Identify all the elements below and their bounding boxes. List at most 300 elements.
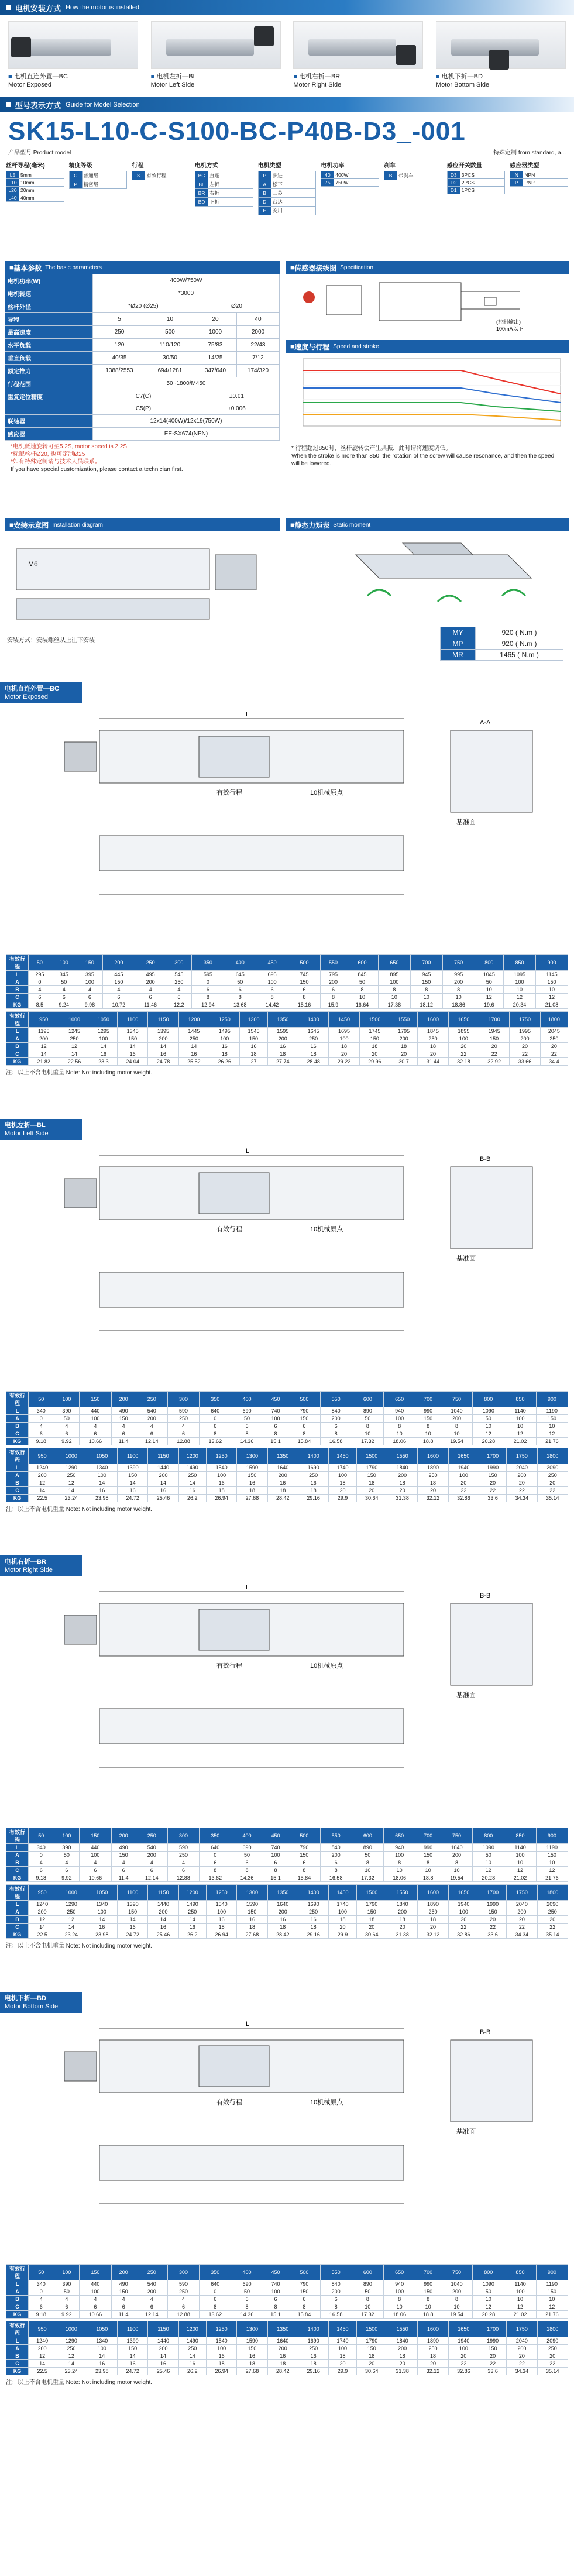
dimension-cell: 50 bbox=[473, 1415, 504, 1423]
dimension-cell: 12 bbox=[473, 2303, 504, 2311]
dimension-cell: 12 bbox=[504, 2303, 536, 2311]
dimension-cell: 14 bbox=[29, 2360, 56, 2368]
dimension-cell: 1540 bbox=[206, 1464, 236, 1472]
dimension-cell: 14.42 bbox=[256, 1001, 288, 1009]
variant-title bbox=[0, 1992, 82, 2013]
dimension-cell: 400 bbox=[231, 2265, 263, 2280]
base-label: 基准面 bbox=[456, 1692, 476, 1699]
params-row bbox=[5, 287, 280, 300]
model-option-value: 40mm bbox=[19, 194, 64, 202]
dimension-cell: 640 bbox=[200, 1407, 231, 1415]
weight-note: 注：以上不含电机重量 Note: Not including motor weight. bbox=[6, 2379, 153, 2386]
dimension-cell: 250 bbox=[136, 1828, 167, 1844]
dimension-cell: 950 bbox=[29, 1448, 56, 1464]
dimension-cell: 18 bbox=[329, 1043, 359, 1050]
dimension-cell: 250 bbox=[418, 1908, 448, 1916]
dimension-cell: 150 bbox=[237, 1908, 267, 1916]
params-value: *3000 bbox=[93, 287, 280, 300]
dimension-cell: 50 bbox=[346, 978, 379, 986]
model-box-title: 感应开关数量 bbox=[446, 163, 482, 169]
dimension-cell: 450 bbox=[263, 2265, 288, 2280]
dimension-cell: 25.46 bbox=[148, 1495, 178, 1502]
dimension-cell: 33.6 bbox=[479, 1931, 507, 1939]
dimension-cell: 16 bbox=[178, 1050, 209, 1058]
model-option-value: 3PCS bbox=[460, 171, 505, 179]
dimension-cell: 10 bbox=[473, 1423, 504, 1430]
dimension-cell: 18 bbox=[298, 1487, 328, 1495]
dimension-cell: 34.34 bbox=[507, 1931, 537, 1939]
dimension-cell: 10 bbox=[441, 1867, 472, 1874]
model-option-value: 带刹车 bbox=[397, 171, 442, 180]
dimension-cell: 8.5 bbox=[29, 1001, 51, 1009]
dimension-cell: 12 bbox=[535, 994, 568, 1001]
dimension-row-head: L bbox=[6, 1464, 29, 1472]
dimension-row bbox=[6, 1448, 568, 1464]
dimension-cell: 1600 bbox=[418, 2321, 448, 2337]
dimension-cell: 750 bbox=[441, 1828, 472, 1844]
dimension-cell: 750 bbox=[442, 955, 475, 971]
dimension-drawing bbox=[6, 707, 568, 953]
dimension-cell: 1345 bbox=[117, 1028, 147, 1035]
dimension-cell: 14 bbox=[178, 1916, 206, 1924]
install-card-bc: ■ 电机直连外置—BC Motor Exposed bbox=[8, 21, 138, 91]
dimension-cell: 250 bbox=[418, 1035, 448, 1043]
dimension-cell: 8 bbox=[441, 1859, 472, 1867]
dimension-cell: 20 bbox=[418, 1924, 448, 1931]
dimension-row bbox=[6, 1043, 568, 1050]
dimension-cell: 13.62 bbox=[200, 1874, 231, 1882]
model-option-value: 三菱 bbox=[271, 189, 316, 198]
dimension-cell: 23.98 bbox=[87, 1931, 117, 1939]
dimension-cell: 100 bbox=[206, 2345, 236, 2352]
dimension-cell: 14 bbox=[178, 1479, 206, 1487]
dimension-row bbox=[6, 1908, 568, 1916]
dimension-cell: 10 bbox=[504, 2296, 536, 2303]
dimension-cell: 8 bbox=[263, 1430, 288, 1438]
dimension-cell: 1250 bbox=[206, 2321, 236, 2337]
dimension-cell: 1545 bbox=[240, 1028, 267, 1035]
dimension-cell: 6 bbox=[111, 2303, 136, 2311]
dimension-cell: 440 bbox=[80, 1407, 111, 1415]
params-row bbox=[5, 313, 280, 326]
dimension-cell: 1800 bbox=[537, 2321, 568, 2337]
dimension-cell: 33.6 bbox=[479, 1495, 507, 1502]
dimension-cell: 19.54 bbox=[441, 2311, 472, 2319]
dimension-cell: 12 bbox=[504, 1430, 536, 1438]
dimension-cell: 150 bbox=[80, 2265, 111, 2280]
dimension-cell: 8 bbox=[352, 1859, 383, 1867]
dimension-row bbox=[6, 1050, 568, 1058]
dimension-cell: 650 bbox=[384, 2265, 415, 2280]
dimension-cell: 600 bbox=[352, 1828, 383, 1844]
dimension-cell: 340 bbox=[29, 1844, 54, 1852]
dimension-cell: 20 bbox=[540, 1043, 568, 1050]
section-label: B-B bbox=[480, 1156, 491, 1163]
dimension-cell: 1650 bbox=[448, 1012, 479, 1028]
dimension-cell: 100 bbox=[384, 2288, 415, 2296]
dimension-cell: 22 bbox=[448, 2360, 479, 2368]
dimension-cell: 150 bbox=[410, 978, 442, 986]
motor-block bbox=[64, 1179, 97, 1208]
model-box-3 bbox=[195, 160, 253, 255]
dimension-cell: 18 bbox=[267, 1050, 298, 1058]
model-option-value: 安川 bbox=[271, 207, 316, 215]
dimension-cell: 0 bbox=[200, 1852, 231, 1859]
dimension-cell: 27.74 bbox=[267, 1058, 298, 1066]
motor-bottom-image bbox=[436, 21, 566, 69]
dimension-cell: 150 bbox=[103, 978, 135, 986]
dimension-cell: 50 bbox=[29, 955, 51, 971]
dimension-cell: 200 bbox=[29, 1908, 56, 1916]
model-option-code: BL bbox=[195, 180, 208, 189]
dimension-cell: 1790 bbox=[356, 1464, 387, 1472]
dimension-cell: 800 bbox=[473, 1392, 504, 1407]
dimension-cell: 1595 bbox=[267, 1028, 298, 1035]
model-option-code: BD bbox=[195, 198, 208, 207]
dimension-row-head: B bbox=[6, 1916, 29, 1924]
dimension-cell: 20 bbox=[507, 1916, 537, 1924]
dimension-cell: 6 bbox=[80, 2303, 111, 2311]
dimension-cell: 10 bbox=[415, 1867, 441, 1874]
params-row bbox=[5, 365, 280, 377]
dimension-cell: 1040 bbox=[441, 1844, 472, 1852]
dimension-cell: 150 bbox=[111, 2288, 136, 2296]
dimension-cell: 25.46 bbox=[148, 1931, 178, 1939]
dimension-cell: 6 bbox=[136, 2303, 167, 2311]
params-row bbox=[5, 415, 280, 428]
dimension-cell: 400 bbox=[231, 1828, 263, 1844]
dimension-cell: 31.38 bbox=[387, 1495, 417, 1502]
dimension-cell: 1400 bbox=[298, 1885, 328, 1901]
dimension-cell: 12.2 bbox=[166, 1001, 192, 1009]
dimension-cell: 150 bbox=[288, 2288, 320, 2296]
dimension-cell: 21.02 bbox=[504, 1874, 536, 1882]
dimension-row-head: C bbox=[6, 994, 29, 1001]
dimension-cell: 14 bbox=[117, 1479, 147, 1487]
dimension-cell: 18.06 bbox=[384, 1874, 415, 1882]
dimension-cell: 400 bbox=[224, 955, 256, 971]
dimension-cell: 22 bbox=[448, 1924, 479, 1931]
dimension-cell: 4 bbox=[29, 1423, 54, 1430]
dimension-cell: 2090 bbox=[537, 1901, 568, 1908]
variant-title-en: Motor Right Side bbox=[5, 1567, 53, 1574]
dimension-cell: 250 bbox=[418, 1472, 448, 1479]
install-header: 电机安装方式 How the motor is installed bbox=[0, 0, 574, 15]
model-option-value: 左折 bbox=[208, 180, 253, 189]
dimension-cell: 1050 bbox=[90, 1012, 117, 1028]
dimension-cell: 1990 bbox=[479, 1464, 507, 1472]
dimension-row-head: C bbox=[6, 1924, 29, 1931]
dimension-cell: 14.36 bbox=[231, 1438, 263, 1445]
dimension-cell: 31.44 bbox=[418, 1058, 448, 1066]
dimension-row-head: A bbox=[6, 1415, 29, 1423]
side-view-body bbox=[99, 1709, 404, 1744]
dimension-table bbox=[6, 1011, 568, 1066]
dimension-cell: 20 bbox=[479, 1043, 510, 1050]
dimension-cell: 395 bbox=[77, 971, 102, 978]
params-value: 500 bbox=[146, 326, 194, 339]
params-value: 12x14(400W)/12x19(750W) bbox=[93, 415, 280, 428]
params-row bbox=[5, 339, 280, 352]
dimension-cell: 0 bbox=[29, 1852, 54, 1859]
variant-title-cn: 电机右折—BR bbox=[5, 1558, 46, 1565]
dimension-cell: 740 bbox=[263, 1407, 288, 1415]
dimension-cell: 150 bbox=[479, 2345, 507, 2352]
dimension-cell: 16.64 bbox=[346, 1001, 379, 1009]
dimension-drawing bbox=[6, 2017, 568, 2262]
dimension-cell: 1350 bbox=[267, 1448, 298, 1464]
dimension-cell: 200 bbox=[111, 1392, 136, 1407]
dimension-cell: 490 bbox=[111, 1844, 136, 1852]
installation-caption: 安装方式：安装螺丝从上往下安装 bbox=[7, 637, 95, 644]
dimension-cell: 8 bbox=[263, 1867, 288, 1874]
dimension-drawing bbox=[6, 1580, 568, 1826]
dimension-cell: 9.18 bbox=[29, 2311, 54, 2319]
dimension-cell: 10 bbox=[504, 986, 536, 994]
dimension-cell: 16 bbox=[178, 1487, 206, 1495]
dimension-cell: 1090 bbox=[473, 2280, 504, 2288]
dimension-cell: 20 bbox=[356, 1924, 387, 1931]
dimension-row-head: C bbox=[6, 1867, 29, 1874]
dimension-cell: 50 bbox=[224, 978, 256, 986]
dimension-cell: 950 bbox=[29, 1012, 59, 1028]
dimension-cell: 21.02 bbox=[504, 2311, 536, 2319]
dimension-cell: 20.28 bbox=[473, 2311, 504, 2319]
dimension-cell: 250 bbox=[56, 1472, 87, 1479]
params-row bbox=[5, 377, 280, 390]
dimension-cell: 11.46 bbox=[135, 1001, 166, 1009]
dimension-cell: 22.5 bbox=[29, 1931, 56, 1939]
dimension-cell: 100 bbox=[263, 1415, 288, 1423]
dimension-cell: 250 bbox=[298, 1908, 328, 1916]
dimension-cell: 200 bbox=[29, 1035, 59, 1043]
dimension-cell: 150 bbox=[415, 1415, 441, 1423]
dimension-cell: 8 bbox=[441, 1423, 472, 1430]
weight-note: 注：以上不含电机重量 Note: Not including motor weight. bbox=[6, 1070, 153, 1076]
stroke-label: 有效行程 bbox=[216, 1226, 242, 1233]
dimension-cell: 845 bbox=[346, 971, 379, 978]
dimension-cell: 1300 bbox=[237, 1885, 267, 1901]
dimension-cell: 8 bbox=[320, 2303, 352, 2311]
dimension-cell: 150 bbox=[288, 1852, 320, 1859]
params-label: 额定推力 bbox=[5, 365, 93, 377]
dimension-cell: 24.78 bbox=[148, 1058, 178, 1066]
dimension-row-head: B bbox=[6, 1043, 29, 1050]
dimension-cell: 1940 bbox=[448, 1464, 479, 1472]
dimension-row-head: L bbox=[6, 2337, 29, 2345]
dimension-cell: 1140 bbox=[504, 2280, 536, 2288]
special-label: 特殊定制 from standard, a... bbox=[493, 150, 566, 156]
dimension-cell: 150 bbox=[536, 2288, 568, 2296]
dimension-cell: 14 bbox=[29, 1050, 59, 1058]
model-option-code: A bbox=[258, 180, 271, 189]
dimension-row bbox=[6, 1931, 568, 1939]
dimension-cell: 0 bbox=[29, 2288, 54, 2296]
dimension-cell: 20 bbox=[537, 2352, 568, 2360]
dimension-cell: 18 bbox=[298, 2360, 328, 2368]
dimension-cell: 16 bbox=[117, 1924, 147, 1931]
dimension-cell: 6 bbox=[136, 1430, 167, 1438]
dimension-cell: 14 bbox=[56, 1924, 87, 1931]
variant-section bbox=[0, 1119, 574, 1552]
dimension-cell: 16 bbox=[267, 1479, 298, 1487]
dimension-cell: 21.82 bbox=[29, 1058, 59, 1066]
dimension-row bbox=[6, 2296, 568, 2303]
dimension-cell: 28.42 bbox=[267, 1931, 298, 1939]
dimension-cell: 1040 bbox=[441, 1407, 472, 1415]
dimension-cell: 250 bbox=[537, 1472, 568, 1479]
params-label: 垂直负载 bbox=[5, 352, 93, 365]
dimension-row-head: KG bbox=[6, 1001, 29, 1009]
dimension-row-head: 有效行程 bbox=[6, 1392, 29, 1407]
dimension-cell: 29.9 bbox=[329, 1931, 356, 1939]
speed-header: ■ 速度与行程 Speed and stroke bbox=[286, 340, 569, 353]
dimension-cell: 1100 bbox=[117, 2321, 147, 2337]
dimension-cell: 15.84 bbox=[288, 2311, 320, 2319]
dimension-cell: 22 bbox=[507, 2360, 537, 2368]
dimension-cell: 490 bbox=[111, 1407, 136, 1415]
dimension-cell: 12.88 bbox=[167, 1438, 199, 1445]
dimension-cell: 1140 bbox=[504, 1844, 536, 1852]
section-view bbox=[451, 2040, 532, 2122]
dimension-row-head: A bbox=[6, 2345, 29, 2352]
model-box-8 bbox=[510, 160, 568, 255]
dimension-cell: 1390 bbox=[117, 1464, 147, 1472]
dimension-table bbox=[6, 954, 568, 1009]
dimension-cell: 100 bbox=[256, 978, 288, 986]
model-option-code: B bbox=[384, 171, 397, 180]
model-option-code: S bbox=[132, 171, 145, 180]
dimension-cell: 10 bbox=[384, 2303, 415, 2311]
dimension-row bbox=[6, 2280, 568, 2288]
dimension-cell: 14 bbox=[148, 2352, 178, 2360]
dimension-cell: 50 bbox=[231, 1415, 263, 1423]
dimension-cell: 150 bbox=[536, 1415, 568, 1423]
dimension-row bbox=[6, 1844, 568, 1852]
dimension-cell: 26.2 bbox=[178, 2368, 206, 2375]
dimension-cell: 1190 bbox=[536, 1844, 568, 1852]
dimension-cell: 100 bbox=[448, 1908, 479, 1916]
dimension-cell: 200 bbox=[29, 1472, 56, 1479]
params-value: 50~1800/M450 bbox=[93, 377, 280, 390]
dimension-cell: 1290 bbox=[56, 1464, 87, 1472]
dimension-row bbox=[6, 2360, 568, 2368]
dimension-cell: 0 bbox=[29, 978, 51, 986]
dimension-cell: 27 bbox=[240, 1058, 267, 1066]
params-row bbox=[5, 352, 280, 365]
dimension-cell: 6 bbox=[320, 986, 346, 994]
dimension-cell: 21.76 bbox=[536, 2311, 568, 2319]
dimension-cell: 16 bbox=[298, 1043, 328, 1050]
dimension-cell: 950 bbox=[29, 1885, 56, 1901]
dimension-cell: 1650 bbox=[448, 1885, 479, 1901]
dimension-cell: 1500 bbox=[359, 1012, 390, 1028]
dimension-cell: 20.28 bbox=[473, 1874, 504, 1882]
dimension-cell: 250 bbox=[178, 1035, 209, 1043]
dimension-cell: 840 bbox=[320, 1844, 352, 1852]
dimension-cell: 640 bbox=[200, 2280, 231, 2288]
dimension-cell: 16 bbox=[178, 1924, 206, 1931]
dimension-cell: 1590 bbox=[237, 1901, 267, 1908]
dimension-cell: 6 bbox=[54, 1430, 80, 1438]
dimension-cell: 20 bbox=[448, 2352, 479, 2360]
model-option-code: D3 bbox=[447, 171, 460, 179]
params-label: 电机功率(W) bbox=[5, 274, 93, 287]
dimension-row-head: 有效行程 bbox=[6, 1885, 29, 1901]
params-value: 40/35 bbox=[93, 352, 146, 365]
dimension-cell: 1350 bbox=[267, 1012, 298, 1028]
dimension-cell: 50 bbox=[54, 1852, 80, 1859]
dimension-row bbox=[6, 1464, 568, 1472]
dimension-cell: 10.66 bbox=[80, 2311, 111, 2319]
dimension-cell: 18 bbox=[418, 1916, 448, 1924]
dimension-row bbox=[6, 2265, 568, 2280]
dimension-row bbox=[6, 1479, 568, 1487]
variant-title-en: Motor Left Side bbox=[5, 1130, 49, 1137]
dimension-cell: 1445 bbox=[178, 1028, 209, 1035]
dimension-cell: 1400 bbox=[298, 2321, 328, 2337]
dimension-cell: 29.22 bbox=[329, 1058, 359, 1066]
dimension-cell: 27.68 bbox=[237, 1495, 267, 1502]
dimension-cell: 6 bbox=[29, 1430, 54, 1438]
dimension-cell: 8 bbox=[224, 994, 256, 1001]
dimension-cell: 100 bbox=[87, 1908, 117, 1916]
dimension-cell: 250 bbox=[540, 1035, 568, 1043]
dimension-cell: 20 bbox=[537, 1916, 568, 1924]
base-label: 基准面 bbox=[456, 1255, 476, 1262]
dimension-cell: 1150 bbox=[148, 1448, 178, 1464]
dimension-cell: 150 bbox=[117, 1035, 147, 1043]
base-label: 基准面 bbox=[456, 2128, 476, 2135]
stroke-label: 有效行程 bbox=[216, 2099, 242, 2106]
dimension-row bbox=[6, 2337, 568, 2345]
dimension-cell: 14 bbox=[117, 1043, 147, 1050]
dimension-cell: 1395 bbox=[148, 1028, 178, 1035]
dimension-cell: 4 bbox=[136, 1423, 167, 1430]
dimension-cell: 200 bbox=[507, 1908, 537, 1916]
dimension-table bbox=[6, 2264, 568, 2319]
dimension-cell: 550 bbox=[320, 1392, 352, 1407]
dimension-cell: 1340 bbox=[87, 1464, 117, 1472]
dimension-cell: 200 bbox=[111, 1828, 136, 1844]
dimension-cell: 700 bbox=[415, 1828, 441, 1844]
dimension-cell: 200 bbox=[29, 2345, 56, 2352]
dimension-row bbox=[6, 955, 568, 971]
dimension-cell: 1940 bbox=[448, 2337, 479, 2345]
model-code: SK15-L10-C-S100-BC-P40B-D3_-001 bbox=[8, 117, 466, 146]
dimension-cell: 16 bbox=[267, 1916, 298, 1924]
params-value: 347/640 bbox=[194, 365, 236, 377]
dimension-cell: 18.8 bbox=[415, 1874, 441, 1882]
variant-title bbox=[0, 1555, 82, 1576]
dimension-cell: 200 bbox=[320, 1415, 352, 1423]
dimension-cell: 100 bbox=[80, 1852, 111, 1859]
dimension-cell: 1800 bbox=[537, 1448, 568, 1464]
dimension-cell: 10.72 bbox=[103, 1001, 135, 1009]
dimension-cell: 14 bbox=[117, 1916, 147, 1924]
dimension-cell: 6 bbox=[288, 1859, 320, 1867]
dimension-cell: 23.98 bbox=[87, 1495, 117, 1502]
dimension-cell: 13.62 bbox=[200, 2311, 231, 2319]
dimension-cell: 14 bbox=[90, 1043, 117, 1050]
dimension-cell: 16 bbox=[148, 1487, 178, 1495]
dimension-cell: 26.94 bbox=[206, 1931, 236, 1939]
dimension-cell: 595 bbox=[192, 971, 224, 978]
dimension-cell: 18 bbox=[387, 1479, 417, 1487]
dimension-cell: 250 bbox=[135, 955, 166, 971]
dimension-cell: 1300 bbox=[237, 2321, 267, 2337]
dimension-cell: 20 bbox=[507, 2352, 537, 2360]
